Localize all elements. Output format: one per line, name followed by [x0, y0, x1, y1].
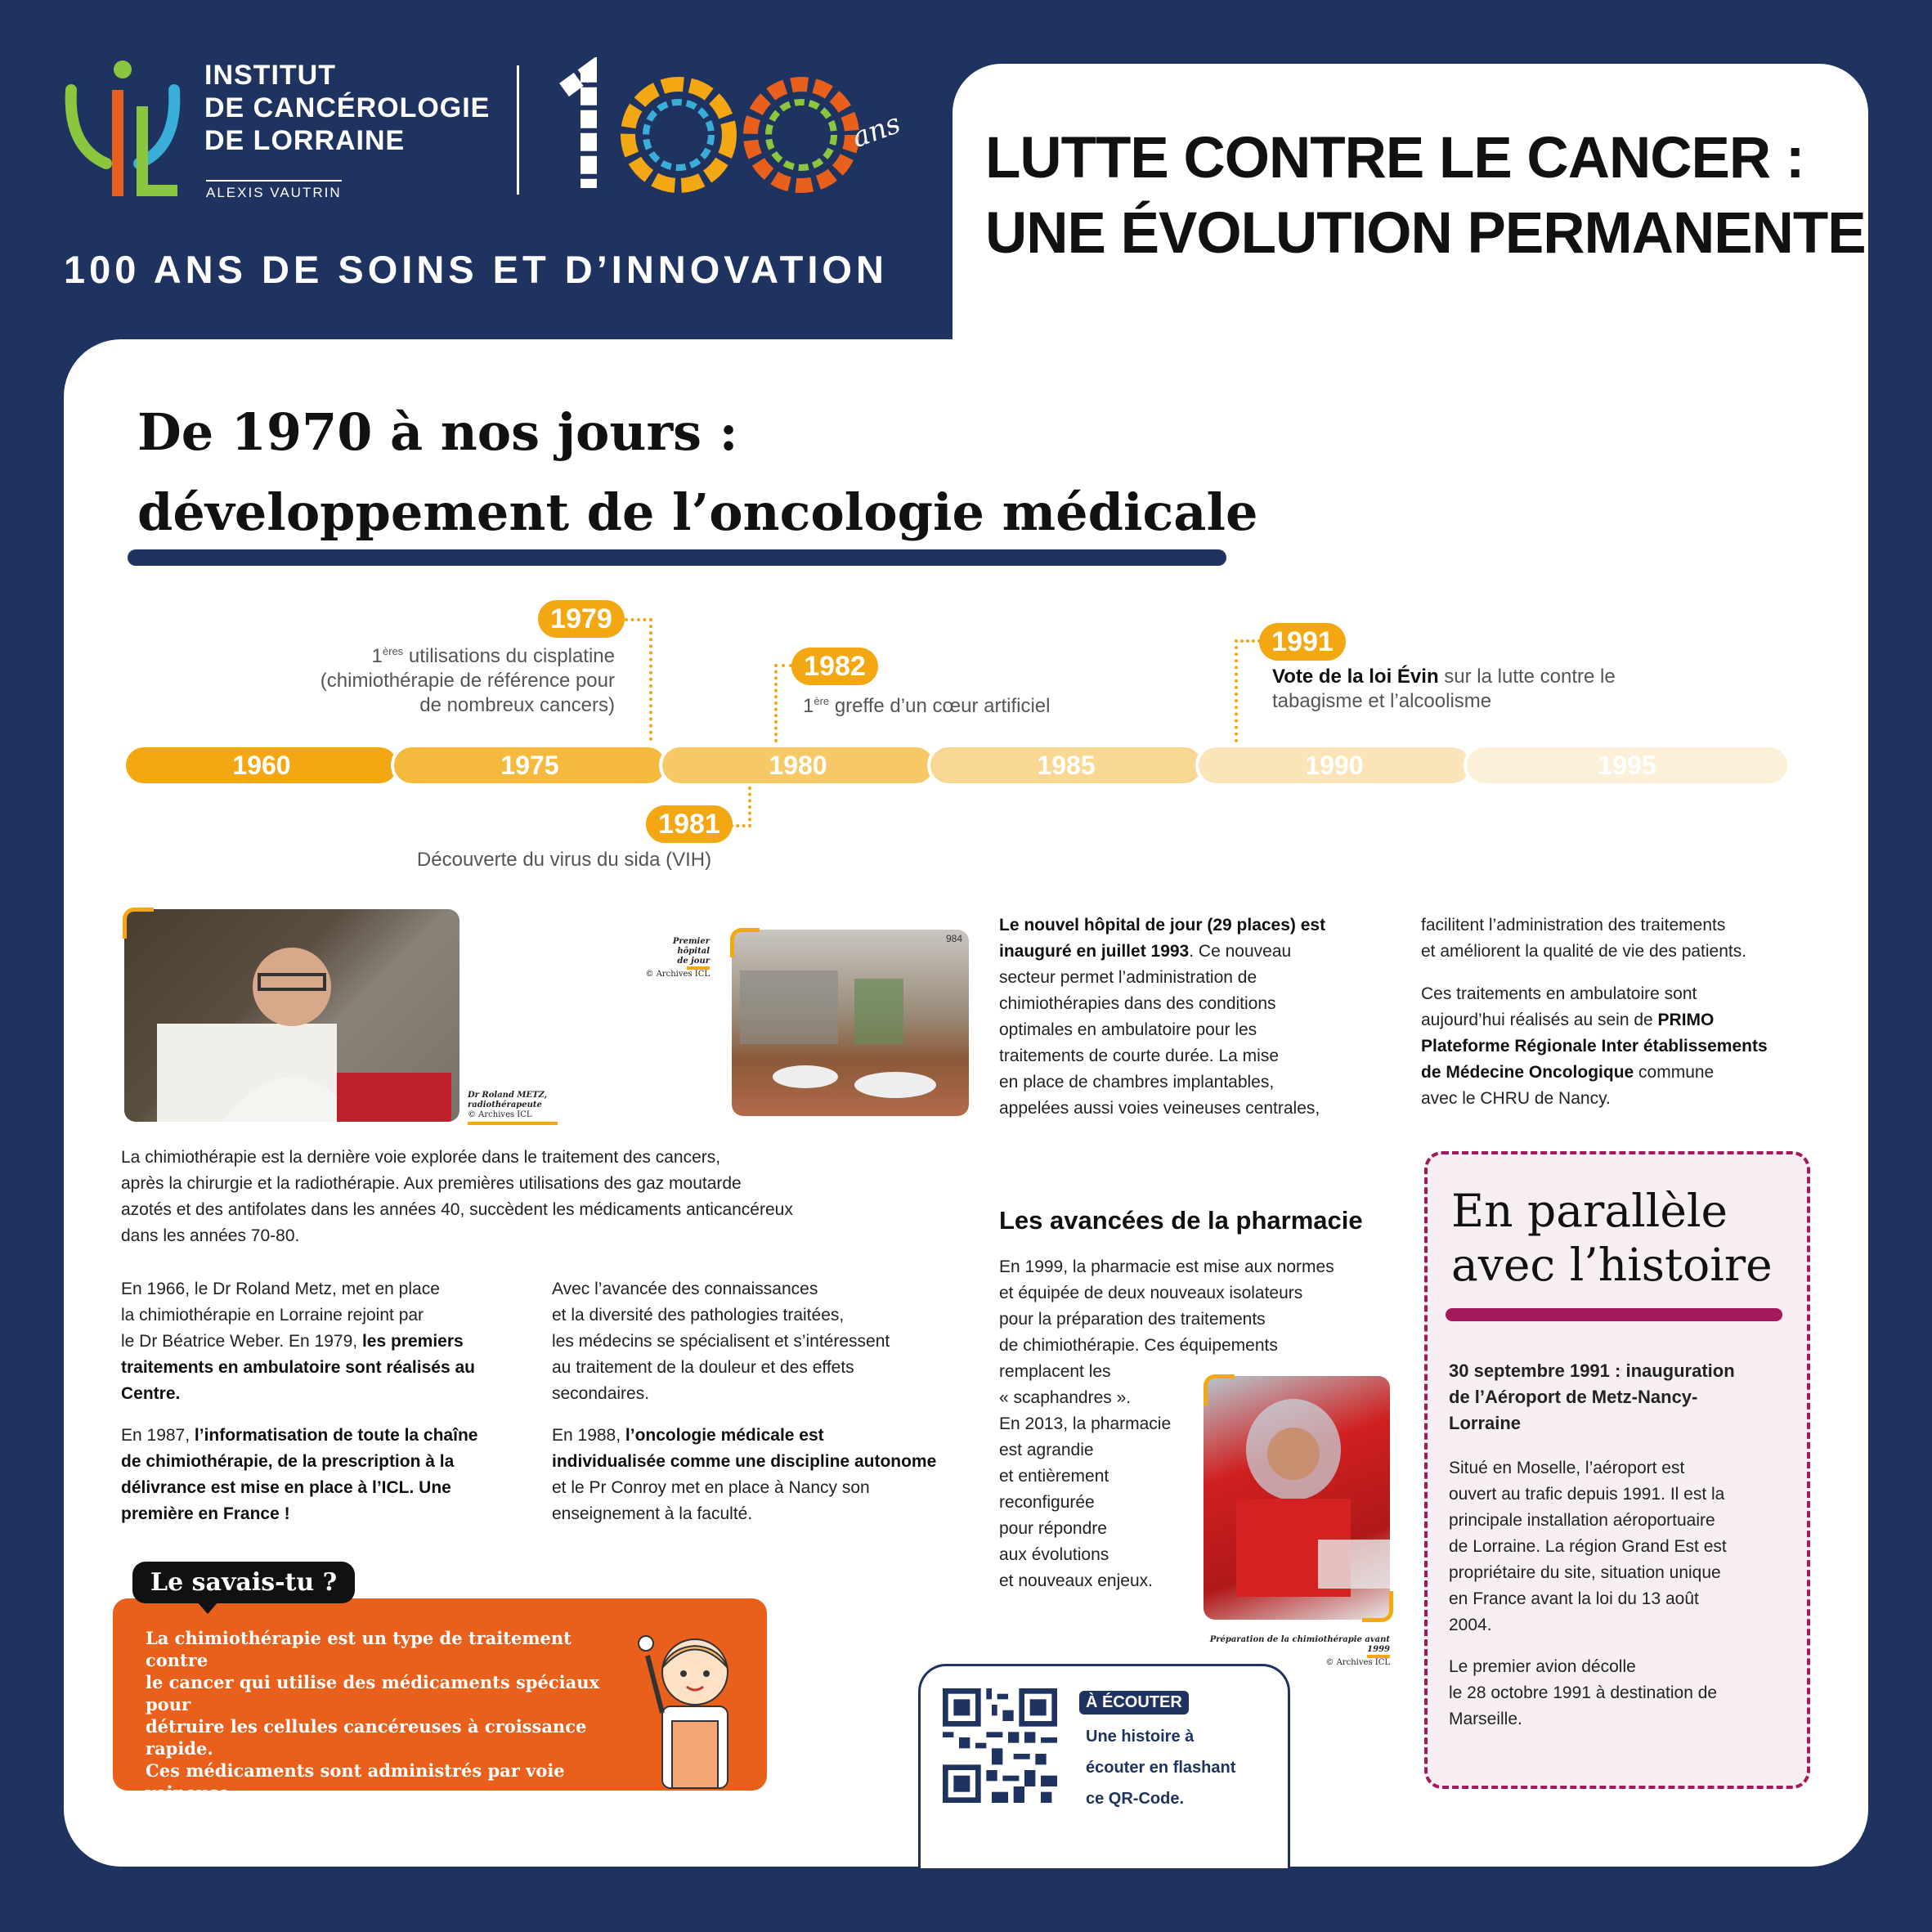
event-line: de nombreux cancers) [419, 694, 615, 716]
text-line: en place de chambres implantables, [999, 1073, 1275, 1092]
text-line: propriétaire du site, situation unique [1449, 1563, 1721, 1582]
text-line: Le premier avion décolle [1449, 1657, 1636, 1676]
page-title: LUTTE CONTRE LE CANCER : UNE ÉVOLUTION PERMANENTE [985, 126, 1866, 266]
year-badge-1982: 1982 [791, 648, 878, 685]
text-bold: individualisée comme une discipline autonome [552, 1452, 937, 1471]
text-bold: de Médecine Oncologique [1421, 1063, 1634, 1082]
event-line: (chimiothérapie de référence pour [320, 670, 615, 692]
section-title-line: De 1970 à nos jours : [137, 402, 738, 462]
text-line: de Lorraine. La région Grand Est est [1449, 1537, 1727, 1556]
text-line: et le Pr Conroy met en place à Nancy son [552, 1478, 870, 1497]
text-line: 2004. [1449, 1616, 1492, 1634]
text-line: et la diversité des pathologies traitées, [552, 1306, 845, 1325]
year-badge-1991: 1991 [1259, 623, 1346, 661]
text-line: est agrandie [999, 1441, 1094, 1459]
ecouter-tag: À ÉCOUTER [1079, 1691, 1189, 1715]
text-bold: de chimiothérapie, de la prescription à la [121, 1452, 455, 1471]
text-line: de l’Aéroport de Metz-Nancy- [1449, 1387, 1698, 1407]
qr-code-icon[interactable] [943, 1688, 1057, 1803]
text-line: les médecins se spécialisent et s’intéressent [552, 1332, 890, 1351]
timeline-segment: 1960 [123, 744, 401, 787]
text-line: après la chirurgie et la radiothérapie. Aux premières utilisations des gaz moutarde [121, 1174, 742, 1193]
col1-paragraph-2 [121, 1423, 530, 1527]
text-line: en France avant la loi du 13 août [1449, 1589, 1699, 1608]
year-badge-1979: 1979 [538, 600, 625, 638]
photo-hopital-de-jour [732, 930, 969, 1116]
caption-rule [468, 1122, 558, 1125]
text-line: Marseille. [1449, 1710, 1522, 1728]
logo-wordmark [204, 59, 490, 157]
text-line: pour répondre [999, 1519, 1107, 1538]
event-1991-text [1272, 665, 1730, 714]
text-line: le Dr Béatrice Weber. En 1979, [121, 1332, 362, 1351]
photo-stamp: 984 [945, 933, 962, 944]
title-line: avec l’histoire [1451, 1239, 1773, 1291]
text-line: secteur permet l’administration de [999, 968, 1257, 987]
text-line: ouvert au trafic depuis 1991. Il est la [1449, 1485, 1725, 1504]
event-line: tabagisme et l’alcoolisme [1272, 690, 1492, 712]
savais-tu-text [146, 1627, 636, 1848]
col3-paragraph [999, 912, 1383, 1122]
tagline: 100 ANS DE SOINS ET D’INNOVATION [64, 248, 888, 291]
text-line: « scaphandres ». [999, 1388, 1132, 1407]
ordinal: 1 [371, 645, 383, 667]
text-line: reconfigurée [999, 1493, 1095, 1512]
anniversary-logo [548, 57, 924, 204]
event-line: greffe d’un cœur artificiel [829, 695, 1051, 717]
portrait-illustration-icon [124, 909, 459, 1122]
col2-paragraph-2 [552, 1423, 977, 1527]
room-illustration-icon [732, 930, 969, 1116]
year-badge-1981: 1981 [646, 805, 733, 843]
text-line: ce QR-Code. [1086, 1790, 1185, 1808]
ordinal: 1 [803, 695, 814, 717]
anniversary-word: ans [847, 107, 905, 155]
intro-paragraph [121, 1145, 971, 1249]
text-line: commune [1634, 1063, 1715, 1082]
text-line: cancéreuses n’importe où dans le corps. [146, 1827, 534, 1847]
title-line: En parallèle [1451, 1185, 1728, 1237]
text-line: Lorraine [1449, 1413, 1522, 1433]
text-line: La chimiothérapie est un type de traitement contre [146, 1628, 572, 1670]
parallele-title [1451, 1184, 1773, 1292]
logo-line: DE CANCÉROLOGIE [204, 92, 491, 123]
ordinal-sup: ères [382, 645, 404, 657]
text-line: principale installation aéroportuaire [1449, 1511, 1715, 1530]
caption-line: © Archives ICL [468, 1110, 532, 1119]
connector-line [730, 787, 751, 827]
logo-line: INSTITUT [204, 60, 336, 91]
event-line: utilisations du cisplatine [403, 645, 615, 667]
text-line: Ces médicaments sont administrés par voie veineuse [146, 1760, 565, 1803]
text-line: et nouveaux enjeux. [999, 1571, 1153, 1590]
photo-corner [123, 908, 154, 939]
text-line: de chimiothérapie. Ces équipements [999, 1336, 1278, 1355]
text-line: le cancer qui utilise des médicaments spéciaux pour [146, 1672, 599, 1715]
photo-caption-hopital [641, 937, 710, 979]
text-line: et équipée de deux nouveaux isolateurs [999, 1284, 1303, 1302]
timeline-segment: 1980 [659, 744, 937, 787]
text-bold: inauguré en juillet 1993 [999, 942, 1190, 961]
text-line: facilitent l’administration des traitements [1421, 916, 1726, 935]
event-1979-text [245, 639, 615, 718]
col4-paragraph-1 [1421, 912, 1830, 965]
caption-line: de jour [677, 957, 710, 966]
text-line: En 2013, la pharmacie [999, 1414, 1172, 1433]
text-line: secondaires. [552, 1384, 650, 1403]
text-line: aux évolutions [999, 1545, 1109, 1564]
col4-paragraph-2 [1421, 981, 1846, 1112]
text-line: traitements de courte durée. La mise [999, 1047, 1280, 1065]
photo-dr-metz [124, 909, 459, 1122]
text-bold: l’informatisation de toute la chaîne [194, 1426, 478, 1445]
text-bold: l’oncologie médicale est [625, 1426, 824, 1445]
text-line: Avec l’avancée des connaissances [552, 1280, 818, 1298]
ordinal-sup: ère [814, 695, 830, 707]
col1-paragraph-1 [121, 1276, 530, 1407]
caption-line: © Archives ICL [1325, 1658, 1390, 1667]
parallele-heading [1449, 1358, 1792, 1437]
text-line: remplacent les [999, 1362, 1111, 1381]
text-bold: Le nouvel hôpital de jour (29 places) est [999, 916, 1326, 935]
caption-line: radiothérapeute [468, 1100, 542, 1109]
event-line: sur la lutte contre le [1438, 666, 1616, 688]
caption-line: © Archives ICL [645, 970, 710, 979]
text-line: En 1988, [552, 1426, 625, 1445]
text-bold: traitements en ambulatoire sont réalisés au [121, 1358, 475, 1377]
photo-corner [1362, 1591, 1393, 1622]
girl-illustration-icon [630, 1623, 752, 1791]
caption-line: Dr Roland METZ, [468, 1091, 548, 1100]
text-line: chimiothérapies dans des conditions [999, 994, 1276, 1013]
text-bold: les premiers [361, 1332, 464, 1351]
photo-corner [1204, 1374, 1235, 1405]
text-line: la chimiothérapie en Lorraine rejoint par [121, 1306, 424, 1325]
text-line: Une histoire à [1086, 1728, 1195, 1746]
text-line: optimales en ambulatoire pour les [999, 1020, 1257, 1039]
text-line: et entièrement [999, 1467, 1109, 1486]
text-line: En 1987, [121, 1426, 195, 1445]
photo-caption-pharmacie [1186, 1635, 1390, 1668]
ecouter-text [1086, 1721, 1235, 1814]
connector-line [1235, 639, 1261, 742]
text-bold: première en France ! [121, 1504, 290, 1523]
logo-line: DE LORRAINE [204, 125, 406, 156]
event-1981-text: Découverte du virus du sida (VIH) [416, 849, 712, 871]
text-line: enseignement à la faculté. [552, 1504, 753, 1523]
text-line: avec le CHRU de Nancy. [1421, 1089, 1611, 1108]
text-line: appelées aussi voies veineuses centrales, [999, 1099, 1320, 1118]
connector-line [774, 664, 792, 742]
text-line: dans les années 70-80. [121, 1226, 300, 1245]
text-line: le 28 octobre 1991 à destination de [1449, 1683, 1718, 1702]
timeline-segment: 1990 [1195, 744, 1473, 787]
text-bold: Plateforme Régionale Inter établissements [1421, 1037, 1768, 1056]
text-line: pour la préparation des traitements [999, 1310, 1266, 1329]
section-underline [128, 549, 1226, 566]
parallele-paragraph-2 [1449, 1654, 1792, 1733]
text-line: En 1999, la pharmacie est mise aux normes [999, 1257, 1334, 1276]
text-bold: délivrance est mise en place à l’ICL. Une [121, 1478, 451, 1497]
photo-caption-metz [468, 1091, 558, 1125]
timeline-segment: 1995 [1464, 744, 1791, 787]
icl-logo-icon [61, 57, 217, 204]
text-line: La chimiothérapie est la dernière voie explorée dans le traitement des cancers, [121, 1148, 721, 1167]
section-title-line: développement de l’oncologie médicale [137, 482, 1258, 542]
text-bold: Centre. [121, 1384, 181, 1403]
text-bold: PRIMO [1657, 1011, 1715, 1029]
text-line: . Ce nouveau [1189, 942, 1292, 961]
event-bold: Vote de la loi Évin [1272, 666, 1439, 688]
hazmat-suit-illustration-icon [1204, 1376, 1390, 1620]
text-line: azotés et des antifolates dans les années 40, succèdent les médicaments anticancéreux [121, 1200, 793, 1219]
timeline-segment: 1985 [927, 744, 1205, 787]
pharmacie-title: Les avancées de la pharmacie [999, 1206, 1363, 1235]
text-line: Situé en Moselle, l’aéroport est [1449, 1459, 1685, 1477]
text-line: et améliorent la qualité de vie des patients. [1421, 942, 1747, 961]
text-line: En 1966, le Dr Roland Metz, met en place [121, 1280, 440, 1298]
text-line: Ces traitements en ambulatoire sont [1421, 984, 1697, 1003]
text-line: détruire les cellules cancéreuses à croissance rapide. [146, 1716, 587, 1759]
photo-pharmacie [1204, 1376, 1390, 1620]
col2-paragraph-1 [552, 1276, 977, 1407]
event-1982-text [803, 689, 1130, 719]
text-line: aujourd’hui réalisés au sein de [1421, 1011, 1658, 1029]
text-line: écouter en flashant [1086, 1759, 1236, 1777]
section-title [137, 392, 1257, 553]
caption-line: Préparation de la chimiothérapie avant 1999 [1209, 1635, 1390, 1654]
photo-corner [730, 928, 760, 957]
timeline-segment: 1975 [391, 744, 669, 787]
logo-subtitle: ALEXIS VAUTRIN [206, 180, 342, 201]
connector-line [625, 618, 652, 741]
text-line: 30 septembre 1991 : inauguration [1449, 1360, 1735, 1381]
parallele-underline [1446, 1308, 1782, 1321]
text-line: au traitement de la douleur et des effets [552, 1358, 854, 1377]
text-line: ou orale pour être transportés jusqu’aux cellules [146, 1804, 616, 1825]
savais-tu-tag: Le savais-tu ? [132, 1562, 355, 1603]
header-divider [517, 65, 519, 195]
caption-line: Premier hôpital [672, 937, 710, 956]
parallele-paragraph-1 [1449, 1455, 1792, 1638]
